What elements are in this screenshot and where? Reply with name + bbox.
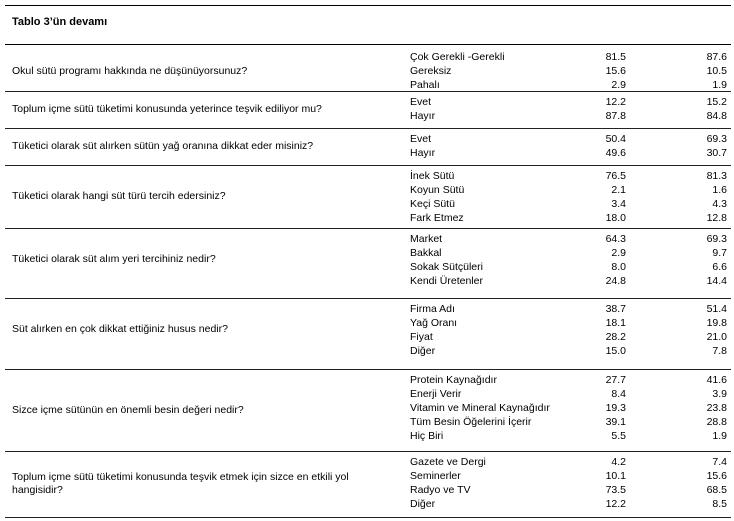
value-col-2: 14.4	[706, 274, 727, 287]
answer-label: Gazete ve Dergi	[410, 456, 486, 468]
value-col-1: 15.6	[605, 64, 626, 77]
group-separator	[5, 128, 731, 129]
value-col-2: 12.8	[706, 211, 727, 224]
value-col-1: 2.1	[611, 183, 626, 196]
answer-row	[410, 345, 730, 359]
value-col-1: 49.6	[605, 146, 626, 159]
value-col-2: 15.2	[706, 96, 727, 108]
value-col-1: 73.5	[605, 483, 626, 496]
value-col-2: 30.7	[706, 146, 727, 159]
question-text: Süt alırken en çok dikkat ettiğiniz husus nedir?	[12, 323, 228, 335]
value-col-1: 10.1	[605, 469, 626, 482]
value-col-1: 18.1	[605, 316, 626, 329]
answer-row	[410, 170, 730, 184]
answer-row	[410, 498, 730, 512]
answer-label: Kendi Üretenler	[410, 274, 483, 287]
group-separator	[5, 165, 731, 166]
value-col-2: 7.4	[712, 456, 727, 468]
value-col-2: 81.3	[706, 170, 727, 182]
answer-label: Keçi Sütü	[410, 197, 455, 210]
value-col-2: 69.3	[706, 133, 727, 145]
answer-row	[410, 110, 730, 124]
answer-row	[410, 261, 730, 275]
answer-list	[410, 303, 730, 359]
value-col-1: 50.4	[605, 133, 626, 145]
value-col-1: 2.9	[611, 78, 626, 91]
group-separator	[5, 369, 731, 370]
answer-row	[410, 212, 730, 226]
answer-list	[410, 374, 730, 443]
table-top-border	[5, 5, 731, 6]
answer-label: Seminerler	[410, 469, 461, 482]
answer-row	[410, 374, 730, 388]
value-col-1: 28.2	[605, 330, 626, 343]
answer-row	[410, 147, 730, 161]
value-col-2: 68.5	[706, 483, 727, 496]
value-col-2: 15.6	[706, 469, 727, 482]
table-bottom-border	[5, 517, 731, 518]
question-text: Tüketici olarak hangi süt türü tercih edersiniz?	[12, 190, 226, 202]
header-divider	[5, 44, 731, 45]
value-col-2: 4.3	[712, 197, 727, 210]
table-title: Tablo 3’ün devamı	[12, 16, 108, 28]
group-separator	[5, 298, 731, 299]
answer-label: Hayır	[410, 146, 436, 159]
value-col-2: 19.8	[706, 316, 727, 329]
value-col-2: 84.8	[706, 109, 727, 122]
value-col-2: 8.5	[712, 497, 727, 510]
value-col-1: 39.1	[605, 415, 626, 428]
answer-label: Fark Etmez	[410, 211, 464, 224]
value-col-1: 15.0	[605, 344, 626, 357]
answer-row	[410, 184, 730, 198]
value-col-2: 3.9	[712, 387, 727, 400]
answer-row	[410, 233, 730, 247]
answer-label: Diğer	[410, 344, 436, 357]
answer-label: Vitamin ve Mineral Kaynağıdır	[410, 401, 550, 414]
answer-row	[410, 303, 730, 317]
value-col-1: 24.8	[605, 274, 626, 287]
answer-label: Evet	[410, 133, 432, 145]
value-col-2: 69.3	[706, 233, 727, 245]
answer-row	[410, 247, 730, 261]
answer-list	[410, 133, 730, 161]
answer-row	[410, 331, 730, 345]
value-col-2: 28.8	[706, 415, 727, 428]
value-col-1: 64.3	[605, 233, 626, 245]
answer-row	[410, 317, 730, 331]
answer-label: Protein Kaynağıdır	[410, 374, 497, 386]
answer-label: İnek Sütü	[410, 170, 455, 182]
answer-label: Bakkal	[410, 246, 442, 259]
answer-label: Market	[410, 233, 443, 245]
answer-row	[410, 484, 730, 498]
answer-list	[410, 170, 730, 226]
value-col-1: 76.5	[605, 170, 626, 182]
value-col-2: 41.6	[706, 374, 727, 386]
answer-row	[410, 96, 730, 110]
value-col-1: 4.2	[611, 456, 626, 468]
answer-row	[410, 198, 730, 212]
question-text: Sizce içme sütünün en önemli besin değeri nedir?	[12, 404, 244, 416]
value-col-1: 12.2	[605, 96, 626, 108]
answer-list	[410, 233, 730, 289]
question-text: Toplum içme sütü tüketimi konusunda yeterince teşvik ediliyor mu?	[12, 103, 322, 115]
answer-list	[410, 96, 730, 124]
value-col-2: 1.6	[712, 183, 727, 196]
value-col-1: 38.7	[605, 303, 626, 315]
value-col-1: 19.3	[605, 401, 626, 414]
value-col-2: 10.5	[706, 64, 727, 77]
value-col-2: 1.9	[712, 429, 727, 442]
answer-label: Evet	[410, 96, 432, 108]
answer-label: Hayır	[410, 109, 436, 122]
answer-label: Enerji Verir	[410, 387, 462, 400]
group-separator	[5, 228, 731, 229]
value-col-2: 1.9	[712, 78, 727, 91]
answer-label: Gereksiz	[410, 64, 452, 77]
answer-label: Diğer	[410, 497, 436, 510]
answer-label: Çok Gerekli -Gerekli	[410, 51, 505, 63]
answer-list	[410, 51, 730, 93]
value-col-2: 87.6	[706, 51, 727, 63]
value-col-2: 23.8	[706, 401, 727, 414]
value-col-1: 18.0	[605, 211, 626, 224]
group-separator	[5, 451, 731, 452]
answer-row	[410, 402, 730, 416]
answer-row	[410, 430, 730, 444]
value-col-1: 27.7	[605, 374, 626, 386]
answer-label: Yağ Oranı	[410, 316, 458, 329]
question-text: Okul sütü programı hakkında ne düşünüyorsunuz?	[12, 65, 248, 77]
value-col-1: 3.4	[611, 197, 626, 210]
answer-row	[410, 275, 730, 289]
value-col-1: 12.2	[605, 497, 626, 510]
answer-row	[410, 388, 730, 402]
answer-row	[410, 416, 730, 430]
answer-label: Tüm Besin Öğelerini İçerir	[410, 415, 532, 428]
answer-label: Firma Adı	[410, 303, 455, 315]
answer-row	[410, 51, 730, 65]
value-col-2: 21.0	[706, 330, 727, 343]
answer-row	[410, 456, 730, 470]
value-col-1: 81.5	[605, 51, 626, 63]
answer-label: Pahalı	[410, 78, 440, 91]
question-text: Toplum içme sütü tüketimi konusunda teşvik etmek için sizce en etkili yol hangisidir?	[12, 471, 349, 496]
answer-row	[410, 133, 730, 147]
value-col-1: 8.0	[611, 260, 626, 273]
question-text: Tüketici olarak süt alım yeri tercihiniz nedir?	[12, 253, 216, 265]
answer-label: Fiyat	[410, 330, 433, 343]
value-col-2: 51.4	[706, 303, 727, 315]
answer-row	[410, 65, 730, 79]
value-col-1: 2.9	[611, 246, 626, 259]
value-col-1: 87.8	[605, 109, 626, 122]
answer-row	[410, 470, 730, 484]
value-col-2: 7.8	[712, 344, 727, 357]
answer-label: Radyo ve TV	[410, 483, 471, 496]
answer-label: Sokak Sütçüleri	[410, 260, 483, 273]
answer-list	[410, 456, 730, 512]
value-col-2: 9.7	[712, 246, 727, 259]
answer-label: Koyun Sütü	[410, 183, 465, 196]
value-col-1: 5.5	[611, 429, 626, 442]
group-separator	[5, 91, 731, 92]
value-col-2: 6.6	[712, 260, 727, 273]
answer-label: Hiç Biri	[410, 429, 444, 442]
value-col-1: 8.4	[611, 387, 626, 400]
question-text: Tüketici olarak süt alırken sütün yağ oranına dikkat eder misiniz?	[12, 140, 314, 152]
